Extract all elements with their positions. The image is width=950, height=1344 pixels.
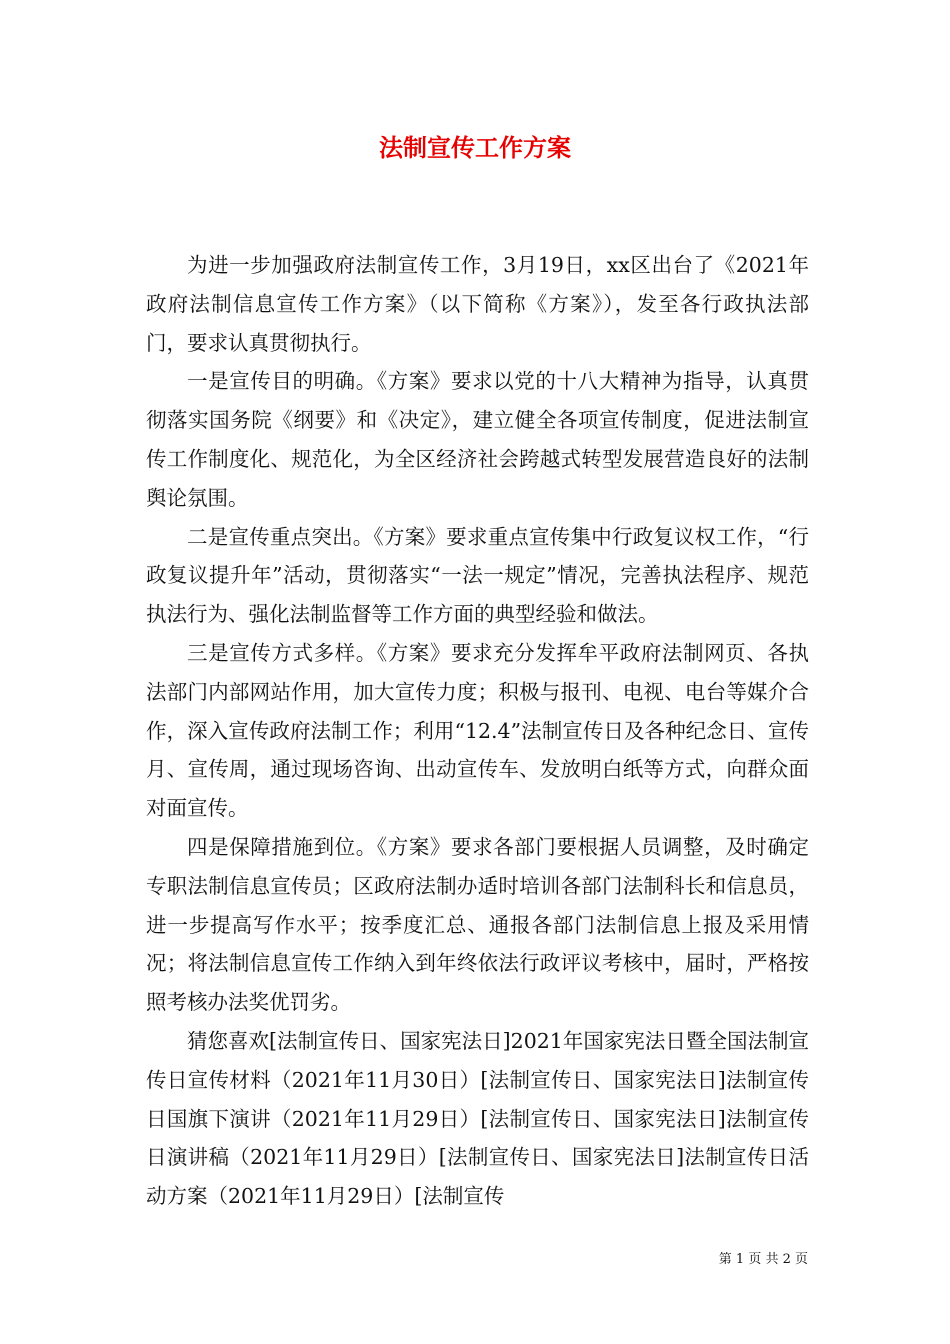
paragraph-intro: 为进一步加强政府法制宣传工作，3月19日，xx区出台了《2021年政府法制信息宣传工作方案》（以下简称《方案》），发至各行政执法部门，要求认真贯彻执行。 — [146, 253, 809, 355]
page-number-footer: 第 1 页 共 2 页 — [718, 1252, 808, 1267]
paragraph-point-3: 三是宣传方式多样。《方案》要求充分发挥牟平政府法制网页、各执法部门内部网站作用，加大宣传力度；积极与报刊、电视、电台等媒介合作，深入宣传政府法制工作；利用“12.4”法制宣传日及各种纪念日、宣传月、宣传周，通过现场咨询、出动宣传车、发放明白纸等方式，向群众面对面宣传。 — [146, 640, 809, 821]
document-body — [146, 246, 809, 1216]
paragraph-point-2: 二是宣传重点突出。《方案》要求重点宣传集中行政复议权工作，“行政复议提升年”活动，贯彻落实“一法一规定”情况，完善执法程序、规范执法行为、强化法制监督等工作方面的典型经验和做法。 — [146, 524, 809, 627]
document-title: 法制宣传工作方案 — [379, 133, 571, 162]
paragraph-point-1: 一是宣传目的明确。《方案》要求以党的十八大精神为指导，认真贯彻落实国务院《纲要》和《决定》，建立健全各项宣传制度，促进法制宣传工作制度化、规范化，为全区经济社会跨越式转型发展营造良好的法制舆论氛围。 — [146, 369, 809, 510]
paragraph-point-4: 四是保障措施到位。《方案》要求各部门要根据人员调整，及时确定专职法制信息宣传员；区政府法制办适时培训各部门法制科长和信息员，进一步提高写作水平；按季度汇总、通报各部门法制信息上报及采用情况；将法制信息宣传工作纳入到年终依法行政评议考核中，届时，严格按照考核办法奖优罚劣。 — [146, 834, 809, 1015]
paragraph-related-links: 猜您喜欢[法制宣传日、国家宪法日]2021年国家宪法日暨全国法制宣传日宣传材料（2021年11月30日）[法制宣传日、国家宪法日]法制宣传日国旗下演讲（2021年11月29日）[法制宣传日、国家宪法日]法制宣传日演讲稿（2021年11月29日）[法制宣传日、国家宪法日]法制宣传日活动方案（2021年11月29日）[法制宣传 — [146, 1028, 809, 1209]
